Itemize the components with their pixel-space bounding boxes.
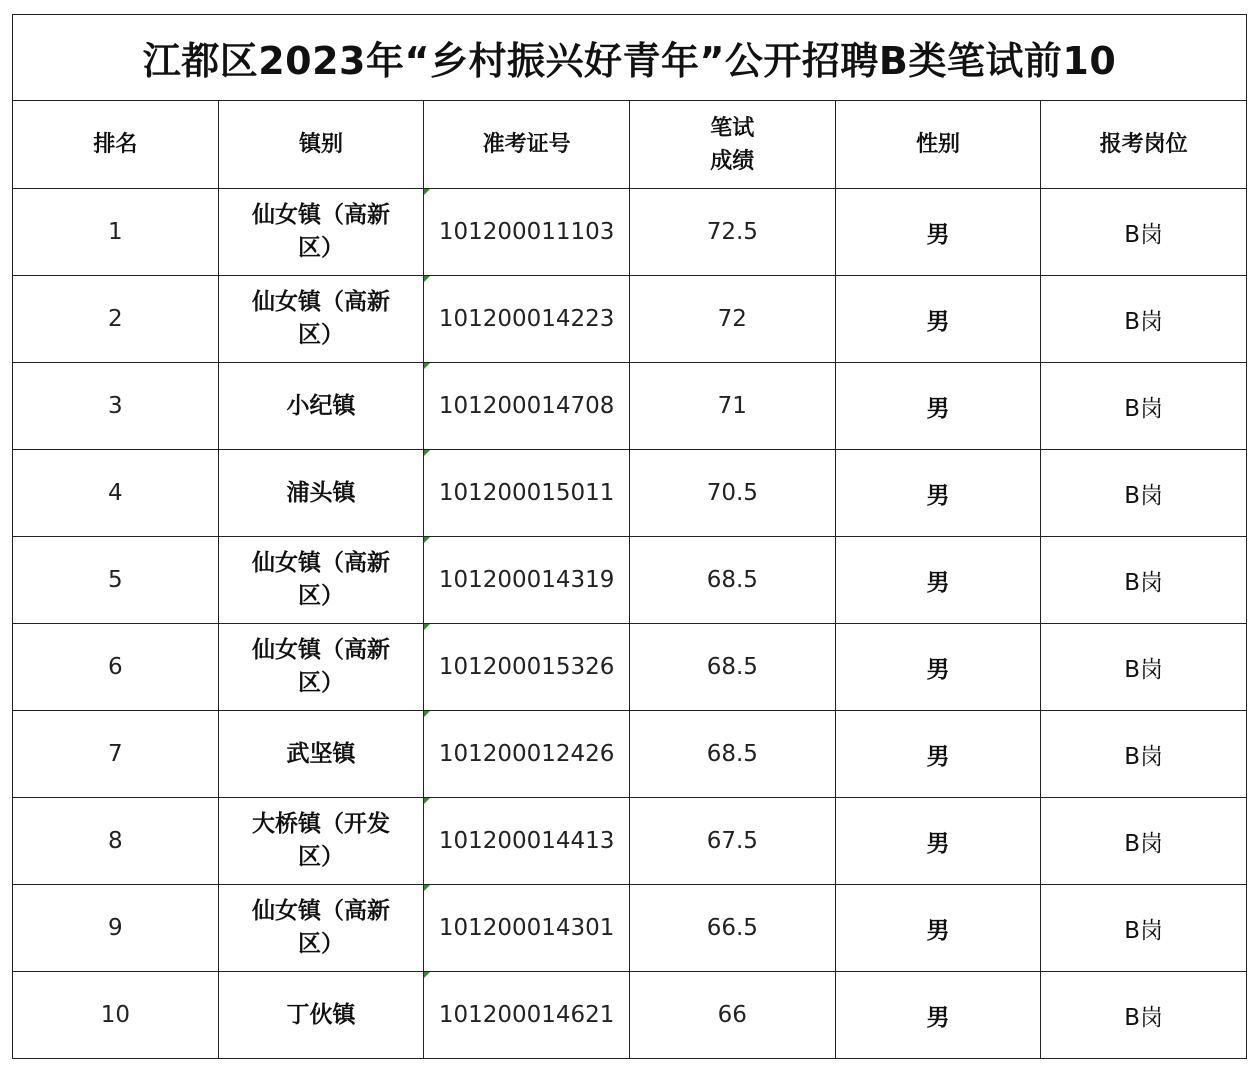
cell-gender: 男 xyxy=(835,537,1041,624)
cell-gender: 男 xyxy=(835,798,1041,885)
table-row xyxy=(13,885,1247,972)
cell-town xyxy=(218,450,424,537)
cell-post: B岗 xyxy=(1041,276,1247,363)
header-gender: 性别 xyxy=(835,101,1041,189)
cell-exam-id: 101200014621 xyxy=(424,972,630,1059)
cell-post: B岗 xyxy=(1041,363,1247,450)
table-row xyxy=(13,972,1247,1059)
table-row xyxy=(13,363,1247,450)
cell-rank: 3 xyxy=(13,363,219,450)
cell-score: 70.5 xyxy=(629,450,835,537)
cell-exam-id: 101200015011 xyxy=(424,450,630,537)
text-format-marker-icon xyxy=(424,972,430,978)
table-body xyxy=(13,189,1247,1059)
cell-post: B岗 xyxy=(1041,537,1247,624)
text-format-marker-icon xyxy=(424,624,430,630)
text-format-marker-icon xyxy=(424,885,430,891)
table-row xyxy=(13,537,1247,624)
cell-town xyxy=(218,189,424,276)
cell-town-text: 仙女镇（高新区） xyxy=(251,898,390,957)
cell-score: 66.5 xyxy=(629,885,835,972)
cell-gender: 男 xyxy=(835,624,1041,711)
cell-gender: 男 xyxy=(835,276,1041,363)
cell-gender: 男 xyxy=(835,189,1041,276)
cell-post: B岗 xyxy=(1041,450,1247,537)
table-row xyxy=(13,711,1247,798)
cell-post: B岗 xyxy=(1041,885,1247,972)
cell-town-text: 仙女镇（高新区） xyxy=(251,637,390,696)
cell-score: 72.5 xyxy=(629,189,835,276)
cell-post: B岗 xyxy=(1041,798,1247,885)
cell-town-text: 浦头镇 xyxy=(286,479,356,506)
header-town: 镇别 xyxy=(218,101,424,189)
cell-score: 68.5 xyxy=(629,711,835,798)
cell-town xyxy=(218,972,424,1059)
text-format-marker-icon xyxy=(424,276,430,282)
cell-town-text: 仙女镇（高新区） xyxy=(251,550,390,609)
cell-rank: 1 xyxy=(13,189,219,276)
cell-score: 72 xyxy=(629,276,835,363)
cell-town xyxy=(218,363,424,450)
text-format-marker-icon xyxy=(424,537,430,543)
text-format-marker-icon xyxy=(424,189,430,195)
cell-town-text: 仙女镇（高新区） xyxy=(251,289,390,348)
text-format-marker-icon xyxy=(424,798,430,804)
cell-town xyxy=(218,798,424,885)
cell-town-text: 大桥镇（开发区） xyxy=(251,811,390,870)
cell-post: B岗 xyxy=(1041,711,1247,798)
cell-town xyxy=(218,711,424,798)
header-score-line2: 成绩 xyxy=(710,148,755,174)
cell-town xyxy=(218,624,424,711)
header-score-line1: 笔试 xyxy=(710,115,755,141)
header-exam-id: 准考证号 xyxy=(424,101,630,189)
cell-score: 67.5 xyxy=(629,798,835,885)
cell-score: 68.5 xyxy=(629,537,835,624)
header-row xyxy=(13,101,1247,189)
cell-town xyxy=(218,276,424,363)
cell-post: B岗 xyxy=(1041,972,1247,1059)
cell-exam-id: 101200011103 xyxy=(424,189,630,276)
table-row xyxy=(13,798,1247,885)
cell-score: 66 xyxy=(629,972,835,1059)
cell-exam-id: 101200014301 xyxy=(424,885,630,972)
cell-rank: 2 xyxy=(13,276,219,363)
header-rank: 排名 xyxy=(13,101,219,189)
cell-rank: 8 xyxy=(13,798,219,885)
cell-post: B岗 xyxy=(1041,624,1247,711)
table-title: 江都区2023年“乡村振兴好青年”公开招聘B类笔试前10 xyxy=(13,15,1247,101)
table-row xyxy=(13,276,1247,363)
header-post: 报考岗位 xyxy=(1041,101,1247,189)
cell-town-text: 小纪镇 xyxy=(286,392,356,419)
cell-score: 68.5 xyxy=(629,624,835,711)
table-row xyxy=(13,624,1247,711)
cell-exam-id: 101200012426 xyxy=(424,711,630,798)
cell-town-text: 武坚镇 xyxy=(286,740,356,767)
cell-score: 71 xyxy=(629,363,835,450)
cell-rank: 9 xyxy=(13,885,219,972)
cell-gender: 男 xyxy=(835,450,1041,537)
text-format-marker-icon xyxy=(424,450,430,456)
results-sheet xyxy=(12,14,1247,1067)
cell-rank: 7 xyxy=(13,711,219,798)
cell-rank: 6 xyxy=(13,624,219,711)
cell-exam-id: 101200014319 xyxy=(424,537,630,624)
cell-town xyxy=(218,885,424,972)
cell-post: B岗 xyxy=(1041,189,1247,276)
cell-rank: 4 xyxy=(13,450,219,537)
cell-gender: 男 xyxy=(835,885,1041,972)
cell-exam-id: 101200014708 xyxy=(424,363,630,450)
cell-rank: 10 xyxy=(13,972,219,1059)
cell-gender: 男 xyxy=(835,363,1041,450)
cell-town-text: 丁伙镇 xyxy=(286,1001,356,1028)
cell-town-text: 仙女镇（高新区） xyxy=(251,202,390,261)
cell-gender: 男 xyxy=(835,711,1041,798)
table-row xyxy=(13,450,1247,537)
results-table xyxy=(12,14,1247,1059)
table-row xyxy=(13,189,1247,276)
cell-rank: 5 xyxy=(13,537,219,624)
text-format-marker-icon xyxy=(424,363,430,369)
cell-town xyxy=(218,537,424,624)
cell-exam-id: 101200014413 xyxy=(424,798,630,885)
cell-exam-id: 101200015326 xyxy=(424,624,630,711)
cell-gender: 男 xyxy=(835,972,1041,1059)
header-score xyxy=(629,101,835,189)
text-format-marker-icon xyxy=(424,711,430,717)
cell-exam-id: 101200014223 xyxy=(424,276,630,363)
